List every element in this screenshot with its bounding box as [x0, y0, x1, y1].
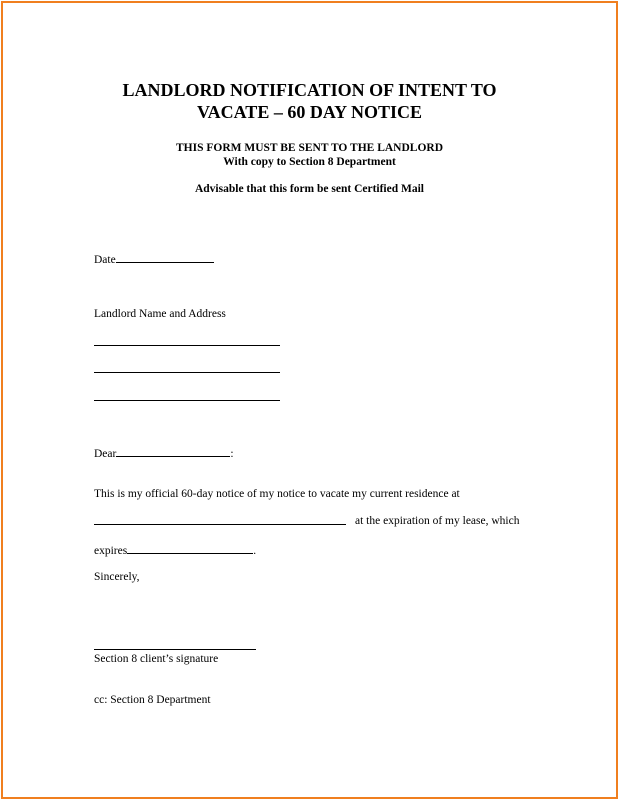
subtitle-line-2: With copy to Section 8 Department: [223, 156, 396, 168]
expires-line: [94, 542, 256, 558]
signature-label: Section 8 client’s signature: [94, 653, 219, 665]
dear-label: Dear: [94, 448, 117, 460]
advisory-note: Advisable that this form be sent Certified Mail: [194, 183, 425, 195]
body-line-2-tail: at the expiration of my lease, which: [355, 515, 520, 527]
landlord-address-blank-1[interactable]: [94, 345, 280, 346]
cc-line: cc: Section 8 Department: [94, 694, 211, 706]
landlord-address-blank-2[interactable]: [94, 372, 280, 373]
expires-blank[interactable]: [127, 542, 253, 554]
document-title: [3, 79, 616, 123]
residence-address-blank[interactable]: [94, 524, 346, 525]
salutation-line: [94, 445, 234, 461]
document-page: [1, 1, 618, 799]
dear-blank[interactable]: [116, 445, 230, 457]
title-line-2: VACATE – 60 DAY NOTICE: [196, 102, 423, 122]
expires-label: expires: [94, 545, 128, 557]
date-label: Date: [94, 254, 116, 266]
subtitle-line-1: THIS FORM MUST BE SENT TO THE LANDLORD: [175, 142, 444, 154]
dear-suffix: :: [230, 448, 234, 460]
landlord-address-blank-3[interactable]: [94, 400, 280, 401]
signature-blank[interactable]: [94, 649, 256, 650]
landlord-label: Landlord Name and Address: [94, 308, 226, 320]
date-blank[interactable]: [116, 251, 214, 263]
expires-suffix: .: [253, 545, 257, 557]
closing: Sincerely,: [94, 571, 140, 583]
title-line-1: LANDLORD NOTIFICATION OF INTENT TO: [122, 80, 497, 100]
date-line: [94, 251, 214, 267]
body-line-1: This is my official 60-day notice of my notice to vacate my current residence at: [94, 488, 460, 500]
